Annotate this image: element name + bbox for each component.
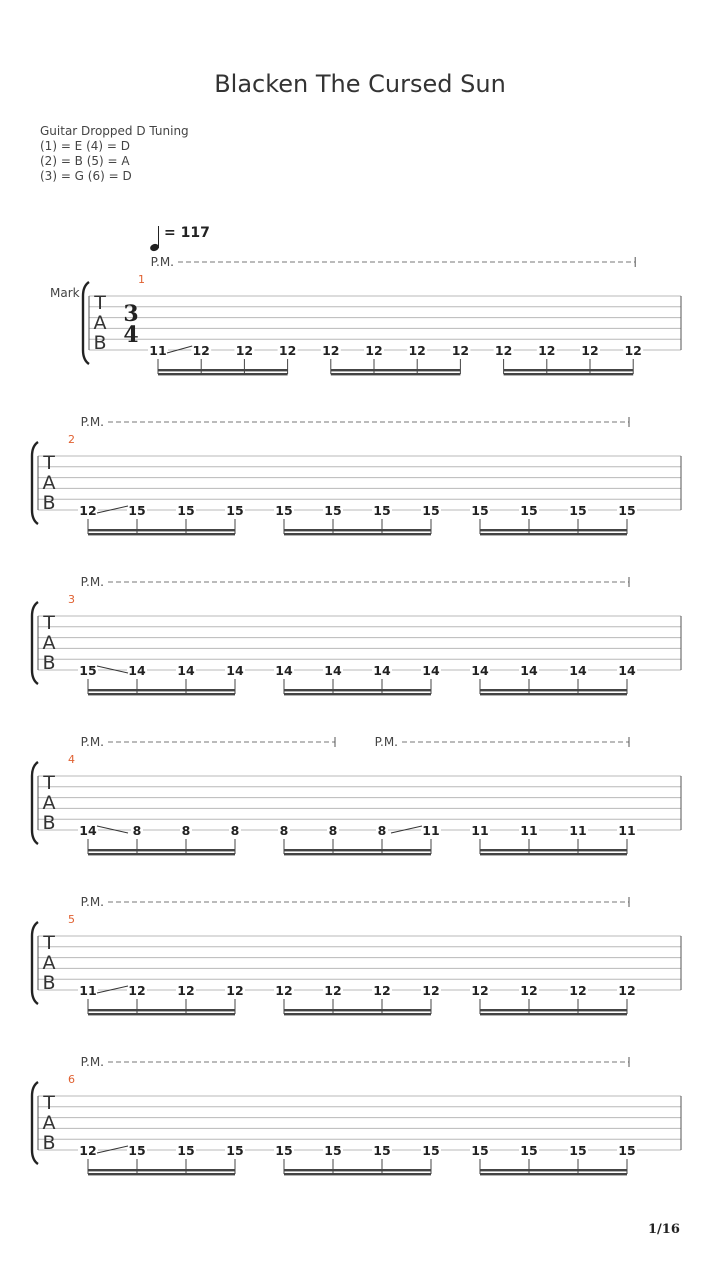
beam (88, 689, 235, 691)
beam (88, 1173, 235, 1175)
fret-number: 12 (79, 1143, 97, 1158)
palm-mute-label: P.M. (374, 735, 398, 749)
tab-clef-letter: A (93, 312, 107, 334)
fret-number: 12 (278, 343, 297, 358)
fret-number: 8 (132, 823, 142, 838)
fret-number: 15 (618, 503, 636, 518)
measure-number: 4 (68, 753, 75, 766)
fret-number: 12 (520, 983, 538, 998)
fret-number: 8 (230, 823, 240, 838)
tab-clef-letter: T (43, 452, 55, 474)
palm-mute-label: P.M. (150, 255, 174, 269)
fret-number: 14 (618, 663, 636, 678)
staff-bracket (32, 1082, 38, 1164)
fret-number: 15 (422, 503, 440, 518)
tab-clef-letter: B (42, 812, 56, 834)
fret-number: 8 (328, 823, 338, 838)
fret-number: 11 (618, 823, 636, 838)
tab-clef-letter: B (42, 652, 56, 674)
fret-number: 15 (226, 503, 244, 518)
fret-number: 15 (569, 1143, 587, 1158)
track-label: Mark (50, 286, 80, 300)
beam (284, 529, 431, 531)
staff-bracket (32, 602, 38, 684)
fret-number: 14 (79, 823, 97, 838)
beam (88, 533, 235, 535)
tab-clef-letter: A (42, 952, 56, 974)
palm-mute-label: P.M. (80, 415, 104, 429)
tuning-line: (1) = E (4) = D (40, 139, 130, 153)
beam (480, 1009, 627, 1011)
tab-clef-letter: B (42, 1132, 56, 1154)
beam (480, 1013, 627, 1015)
fret-number: 15 (324, 503, 342, 518)
measure-number: 3 (68, 593, 75, 606)
tab-clef-letter: A (42, 792, 56, 814)
beam (331, 373, 461, 375)
beam (284, 693, 431, 695)
fret-number: 14 (128, 663, 146, 678)
fret-number: 15 (275, 1143, 293, 1158)
beam (88, 1009, 235, 1011)
fret-number: 12 (422, 983, 440, 998)
beam (480, 1169, 627, 1171)
fret-number: 15 (226, 1143, 244, 1158)
fret-number: 12 (226, 983, 244, 998)
fret-number: 14 (177, 663, 195, 678)
song-title: Blacken The Cursed Sun (214, 70, 506, 98)
staff-bracket (32, 762, 38, 844)
beam (504, 373, 634, 375)
beam (88, 1169, 235, 1171)
fret-number: 15 (569, 503, 587, 518)
beam (88, 1013, 235, 1015)
fret-number: 11 (569, 823, 587, 838)
fret-number: 11 (471, 823, 489, 838)
beam (480, 533, 627, 535)
fret-number: 12 (322, 343, 340, 358)
beam (480, 689, 627, 691)
page-number: 1/16 (648, 1222, 680, 1237)
fret-number: 15 (422, 1143, 440, 1158)
fret-number: 14 (324, 663, 342, 678)
fret-number: 15 (520, 503, 538, 518)
beam (480, 1173, 627, 1175)
measure-number: 5 (68, 913, 75, 926)
fret-number: 12 (275, 983, 293, 998)
fret-number: 15 (324, 1143, 342, 1158)
palm-mute-label: P.M. (80, 1055, 104, 1069)
beam (504, 369, 634, 371)
fret-number: 15 (373, 503, 391, 518)
fret-number: 14 (226, 663, 244, 678)
time-signature-denominator: 4 (123, 322, 139, 348)
tuning-header: Guitar Dropped D Tuning (40, 124, 189, 138)
palm-mute-label: P.M. (80, 575, 104, 589)
fret-number: 14 (422, 663, 440, 678)
beam (88, 529, 235, 531)
tab-clef-letter: T (43, 772, 55, 794)
beam (284, 1173, 431, 1175)
beam (284, 1169, 431, 1171)
fret-number: 15 (373, 1143, 391, 1158)
beam (88, 693, 235, 695)
tab-clef-letter: A (42, 472, 56, 494)
fret-number: 12 (192, 343, 210, 358)
fret-number: 8 (377, 823, 387, 838)
fret-number: 15 (128, 503, 146, 518)
fret-number: 12 (177, 983, 195, 998)
fret-number: 11 (79, 983, 97, 998)
fret-number: 12 (618, 983, 636, 998)
fret-number: 12 (624, 343, 642, 358)
time-signature-numerator: 3 (123, 301, 139, 327)
tab-clef-letter: A (42, 632, 56, 654)
staff-bracket (83, 282, 89, 364)
fret-number: 14 (373, 663, 391, 678)
beam (88, 853, 235, 855)
fret-number: 15 (471, 503, 489, 518)
beam (480, 529, 627, 531)
fret-number: 12 (324, 983, 342, 998)
fret-number: 12 (569, 983, 587, 998)
fret-number: 8 (279, 823, 289, 838)
palm-mute-label: P.M. (80, 895, 104, 909)
fret-number: 12 (451, 343, 470, 358)
tab-clef-letter: B (93, 332, 107, 354)
fret-number: 15 (275, 503, 293, 518)
fret-number: 14 (569, 663, 587, 678)
fret-number: 14 (520, 663, 538, 678)
tab-clef-letter: T (43, 612, 55, 634)
fret-number: 11 (422, 823, 440, 838)
beam (331, 369, 461, 371)
tab-clef-letter: T (43, 932, 55, 954)
fret-number: 12 (79, 503, 97, 518)
beam (284, 849, 431, 851)
beam (480, 693, 627, 695)
beam (158, 373, 288, 375)
fret-number: 12 (538, 343, 556, 358)
fret-number: 15 (177, 1143, 195, 1158)
tuning-line: (2) = B (5) = A (40, 154, 130, 168)
fret-number: 12 (494, 343, 513, 358)
fret-number: 15 (177, 503, 195, 518)
beam (284, 1013, 431, 1015)
fret-number: 12 (581, 343, 599, 358)
beam (284, 533, 431, 535)
tab-clef-letter: B (42, 492, 56, 514)
fret-number: 14 (275, 663, 293, 678)
fret-number: 14 (471, 663, 489, 678)
staff-bracket (32, 442, 38, 524)
fret-number: 12 (235, 343, 254, 358)
beam (88, 849, 235, 851)
fret-number: 11 (149, 343, 167, 358)
fret-number: 12 (373, 983, 391, 998)
tab-clef-letter: B (42, 972, 56, 994)
fret-number: 12 (128, 983, 146, 998)
tab-clef-letter: A (42, 1112, 56, 1134)
fret-number: 12 (471, 983, 489, 998)
beam (284, 853, 431, 855)
fret-number: 12 (365, 343, 383, 358)
tab-clef-letter: T (43, 1092, 55, 1114)
tab-clef-letter: T (94, 292, 106, 314)
fret-number: 15 (79, 663, 97, 678)
fret-number: 8 (181, 823, 191, 838)
beam (284, 1009, 431, 1011)
staff-bracket (32, 922, 38, 1004)
fret-number: 15 (471, 1143, 489, 1158)
fret-number: 11 (520, 823, 538, 838)
measure-number: 2 (68, 433, 75, 446)
fret-number: 12 (408, 343, 426, 358)
palm-mute-label: P.M. (80, 735, 104, 749)
tuning-line: (3) = G (6) = D (40, 169, 132, 183)
beam (480, 853, 627, 855)
beam (158, 369, 288, 371)
fret-number: 15 (618, 1143, 636, 1158)
fret-number: 15 (520, 1143, 538, 1158)
beam (480, 849, 627, 851)
beam (284, 689, 431, 691)
tempo-value: = 117 (164, 225, 210, 241)
measure-number: 6 (68, 1073, 75, 1086)
measure-number: 1 (138, 273, 145, 286)
fret-number: 15 (128, 1143, 146, 1158)
